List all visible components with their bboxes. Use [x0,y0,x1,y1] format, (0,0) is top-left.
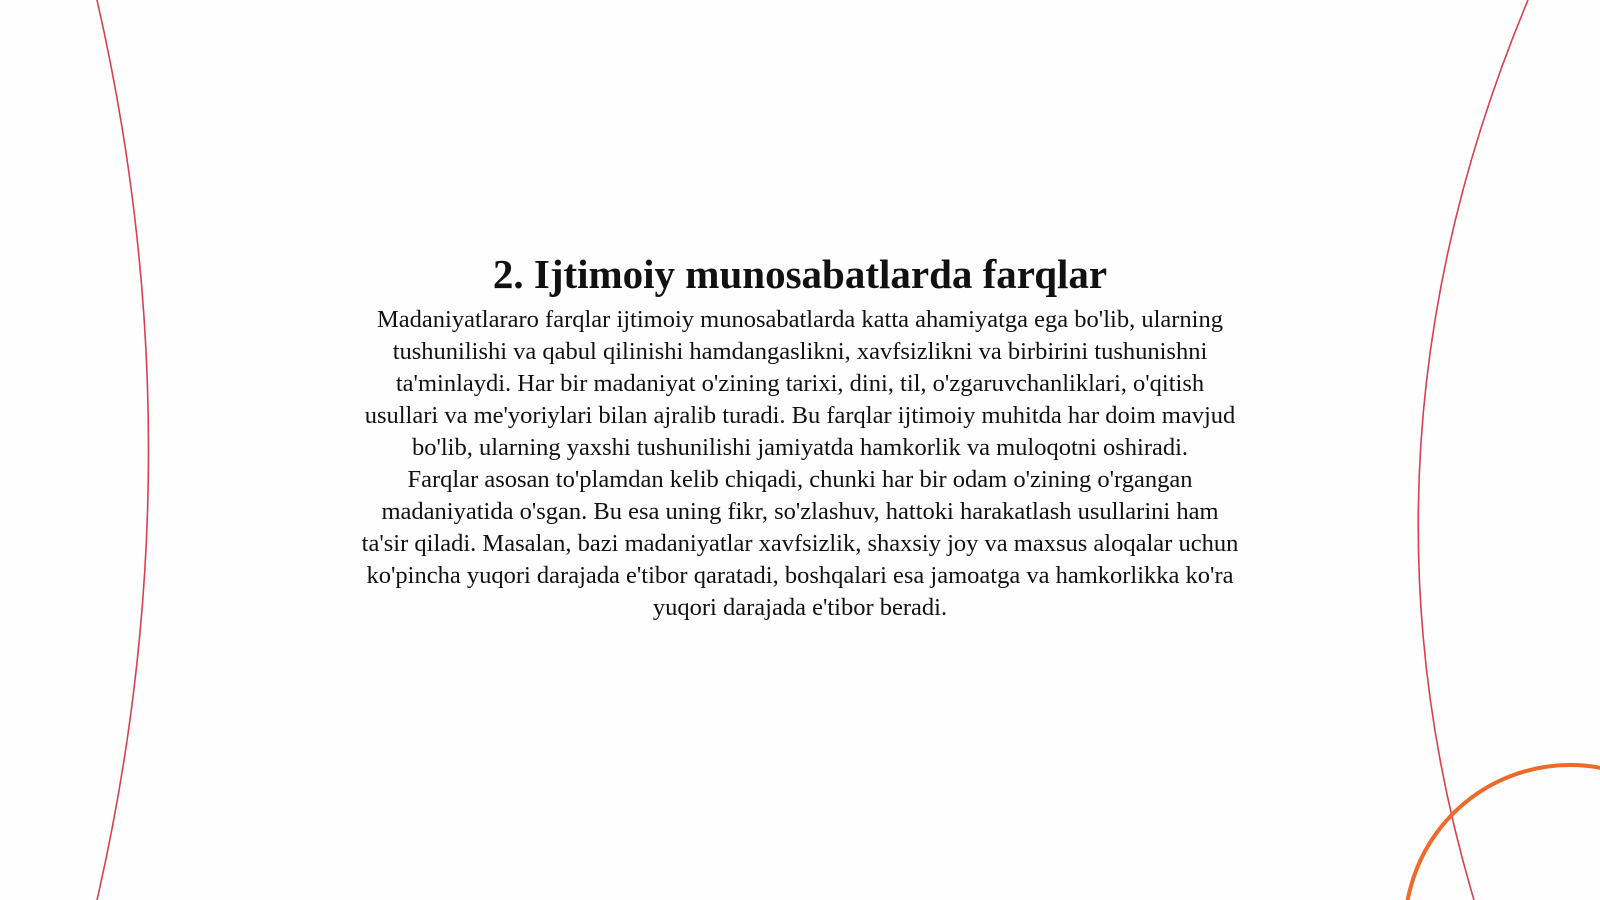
right-curve-line [1418,0,1528,900]
slide-content [360,246,1240,624]
slide-body [360,304,1240,624]
corner-accent-arc [1405,765,1600,900]
body-paragraph-1: Madaniyatlararo farqlar ijtimoiy munosabatlarda katta ahamiyatga ega bo'lib, ularning tushunilishi va qabul qilinishi hamdangaslikni, xavfsizlikni va birbirini tushunishni ta'minlaydi. Har bir madaniyat o'zining tarixi, dini, til, o'zgaruvchanliklari, o'qitish usullari va me'yoriylari bilan ajralib turadi. Bu farqlar ijtimoiy muhitda har doim mavjud bo'lib, ularning yaxshi tushunilishi jamiyatda hamkorlik va muloqotni oshiradi. [364,306,1236,461]
body-paragraph-2: Farqlar asosan to'plamdan kelib chiqadi, chunki har bir odam o'zining o'rgangan madaniyatida o'sgan. Bu esa uning fikr, so'zlashuv, hattoki harakatlash usullarini ham ta'sir qiladi. Masalan, bazi madaniyatlar xavfsizlik, shaxsiy joy va maxsus aloqalar uchun ko'pincha yuqori darajada e'tibor qaratadi, boshqalari esa jamoatga va hamkorlikka ko'ra yuqori darajada e'tibor beradi. [361,466,1239,621]
left-curve-line [97,0,149,900]
slide-title: 2. Ijtimoiy munosabatlarda farqlar [492,251,1108,297]
